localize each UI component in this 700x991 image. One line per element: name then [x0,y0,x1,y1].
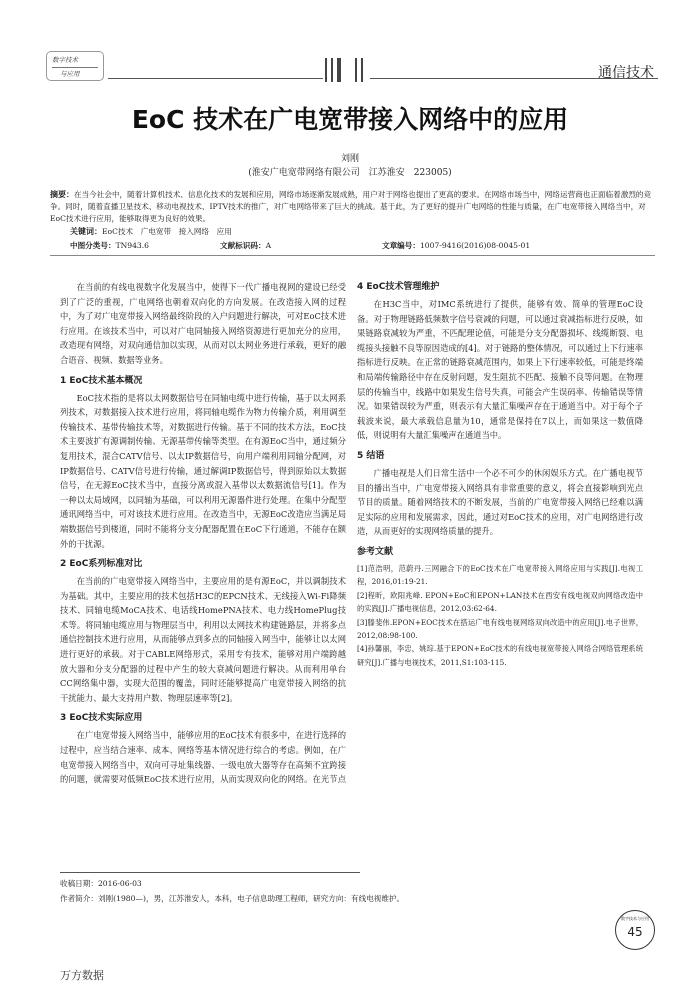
journal-logo [615,910,655,950]
intro-paragraph: 在当前的有线电视数字化发展当中，使得下一代广播电视网的建设已经受到了广泛的重视，广电网络也朝着双向化的方向发展。在改造接入网的过程中，为了对广电宽带接入网络最终阶段的入户问题进行解决，可对EoC技术进行应用。在该技术当中，可以对广电同轴接入网络资源进行更加充分的应用，改造现有网络，对双向通信加以实现，从而对以太网业务进行承载，更好的融合语音、视频、数据等业务。 [60,282,346,365]
received-date: 收稿日期：2016-06-03 [60,879,142,888]
references-list [357,562,643,669]
abstract [50,189,655,225]
keywords-text: EoC技术 广电宽带 接入网络 应用 [102,227,232,236]
journal-badge-bottom: 与应用 [60,70,80,78]
affiliation: (淮安广电宽带网络有限公司 江苏淮安 223005) [248,168,452,178]
section-2-heading: 2 EoC系列标准对比 [60,559,143,570]
section-label: 通信技术 [598,65,654,81]
keywords [70,226,232,237]
keywords-label: 关键词： [70,227,102,236]
references-heading: 参考文献 [357,546,394,557]
wanfang-watermark: 万方数据 [60,969,104,982]
journal-logo-text: 数字技术与应用 [621,916,649,921]
footnote-rule [60,872,360,873]
article-number: 文章编号：1007-9416(2016)08-0045-01 [382,241,531,250]
page-number: 45 [627,925,643,939]
reference-item: [3]滕斐伟.EPON+EOC技术在搭运广电有线电视网络双向改造中的应用[J].电子世界，2012,08:98-100. [357,617,643,640]
journal-badge [46,51,104,81]
header-bars-decoration [325,58,365,82]
abstract-label: 摘要： [50,190,74,199]
section-3-text: 在广电宽带接入网络当中，能够应用的EoC技术有很多中，在进行选择的过程中，应当结合速率、成本、网络等基本情况进行综合的考虑。例如，在广电宽带接入网络当中，双向可寻址集线器、一级电放大器等存在高频不宜跨接的问题，就需要对低频EoC技术进行应用，从而实现双向化的网络。在光节点 [60,730,346,785]
abstract-text: 在当今社会中，随着计算机技术、信息化技术的发展和应用，网络市场逐渐发展成熟，用户对于网络也提出了更高的要求。在网络市场当中，网络运营商也正面临着激烈的竞争。同时，随着直播卫星技术、移动电视技术、IPTV技术的推广，对广电网络带来了巨大的挑战。基于此，为了更好的提升广电网络的性能与质量，在广电宽带接入网络当中，对EoC技术进行应用，能够取得更为良好的效果。 [50,190,652,223]
section-1-heading: 1 EoC技术基本概况 [60,375,143,386]
author-bio: 作者简介：刘刚(1980—)，男，江苏淮安人，本科，电子信息助理工程师，研究方向：有线电视维护。 [60,894,405,903]
body-column-right [357,280,643,669]
header-rule-left [108,78,323,79]
section-5-heading: 5 结语 [357,450,385,461]
section-5-text: 广播电视是人们日常生活中一个必不可少的休闲娱乐方式。在广播电视节目的播出当中，广电宽带接入网络具有非常重要的意义，将会直接影响到光点节目的质量。随着网络技术的不断发展，当前的广电宽带接入网络已经难以满足实际的应用和发展需求，因此，通过对EoC技术的应用，对广电网络进行改造，从而更好的实现网络质量的提升。 [357,467,643,537]
article-title: EoC 技术在广电宽带接入网络中的应用 [131,105,569,134]
document-code: 文献标识码：A [220,241,272,250]
section-4-text: 在H3C当中，对IMC系统进行了提供，能够有效、简单的管理EoC设备。对于物理链路低频数字信号衰减的问题，可以通过衰减指标进行反映，如果链路衰减较为严重，不匹配理论值，可能是分支分配器损坏、线缆断裂、电缆接头接触不良等原因造成的[4]。对于链路的整体情况，可以通过上下行速率指标进行反映。在正常的链路衰减范围内，如果上下行速率较低，可能是终端和局端传输路径中存在反射问题，发生阻抗不匹配、接触不良等问题。在物理层的传输当中，线路中如果发生信号失真，可能会产生误码率、传输错误等情况。如果错误较为严重，则表示有大量汇集噪声存在于通道当中。对于每个子载波来说，最大承载信息量为10，通常是保持在7以上，而如果这一数值降低，则说明有大量汇集噪声在通道当中。 [357,299,643,441]
reference-item: [2]程昕，欧阳兆峰. EPON+EoC和EPON+LAN技术在西安有线电视双向网络改造中的实践[J].广播电视信息，2012,03:62-64. [357,590,643,614]
section-4-heading: 4 EoC技术管理维护 [357,282,440,292]
clc-number: 中图分类号：TN943.6 [70,241,150,250]
journal-badge-top: 数字技术 [52,56,78,64]
author: 刘刚 [340,154,359,164]
reference-item: [1]范浩明，范蔚丹.三网融合下的EoC技术在广电宽带接入网络应用与实践[J].电视工程，2016,01:19-21. [357,563,643,587]
section-1-text: EoC技术指的是将以太网数据信号在同轴电缆中进行传输，基于以太网系列技术，对数据接入技术进行应用，将同轴电缆作为物力传输介质，利用调至传输技术、基带传输技术等，对数据进行传输。基于不同的技术方法，EoC技术主要波扩有源调制传输、无源基带传输等类型。在有源EoC当中，通过频分复用技术，混合CATV信号、以太IP数据信号，向用户端利用同轴分配网，对IP数据信号、CATV信号进行传输，通过解调IP数据信号，得到原始以太数据信号，在无源EoC技术当中，直接分离或混入基带以太数据流信号[1]。作为一种以太局域网，以同轴为基础，可以利用无源器件进行处理。在集中分配型通讯网络当中，可对该技术进行应用。在改造当中，无源EoC改造应当满足局端数据信号到楼道，同时不能将分支分配器配置在EoC下行通道，不能存在额外的干扰源。 [60,392,346,549]
section-2-text: 在当前的广电宽带接入网络当中，主要应用的是有源EoC，并以调制技术为基础。其中，主要应用的技术包括H3C的EPCN技术、无线接入Wi-Fi降频技术、同轴电缆MoCA技术、电话线HomePNA技术、电力线HomePlug技术等。将同轴电缆应用与物理层当中，利用以太网技术构建链路层，并将多点通信控制技术进行应用，从而能够点到多点的同轴接入网当中，能够让以太网进行更好的承载。对于CABLE网络形式，采用专有技术，能够对用户端跨越放大器和分支分配器的过程中产生的较大衰减问题进行解决。从而利用单台CC网络集中器，实现大范围的覆盖，同时还能够提高广电宽带接入网络的抗干扰能力、最大支持用户数、物理层速率等[2]。 [60,576,346,703]
section-3-heading: 3 EoC技术实际应用 [60,713,143,724]
abstract-rule [50,255,655,256]
reference-item: [4]孙馨丽，李忠，姚琮.基于EPON+EoC技术的有线电视宽带接入网络合网络管理系统研究[J].广播与电视技术，2011,S1:103-115. [357,644,643,667]
body-column-left [60,280,346,786]
